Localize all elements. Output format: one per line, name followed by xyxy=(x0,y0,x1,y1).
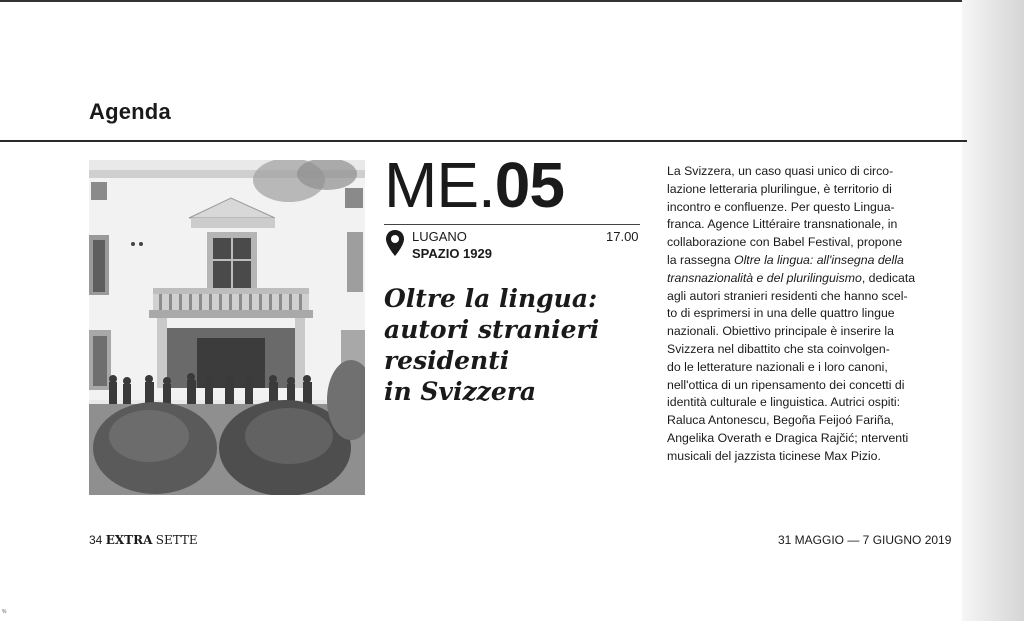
body-line: agli autori stranieri residenti che hanno scel- xyxy=(667,288,908,303)
page-number: 34 xyxy=(89,533,103,547)
location-pin-icon xyxy=(385,229,405,257)
event-date xyxy=(384,150,564,220)
body-italic-title: Oltre la lingua: all'insegna della xyxy=(734,252,904,267)
body-line: incontro e confluenze. Per questo Lingua- xyxy=(667,199,895,214)
body-line: La Svizzera, un caso quasi unico di circo- xyxy=(667,164,894,178)
body-line: Svizzera nel dibattito che sta coinvolgen- xyxy=(667,341,890,356)
footer-date-range: 31 MAGGIO — 7 GIUGNO 2019 xyxy=(778,533,952,547)
headline-line: Oltre la lingua: xyxy=(384,284,598,313)
event-time: 17.00 xyxy=(606,229,639,244)
event-description xyxy=(667,163,957,466)
body-line xyxy=(667,270,957,288)
body-italic-title: transnazionalità e del plurilinguismo xyxy=(667,270,862,285)
body-line xyxy=(667,252,957,270)
headline-line: residenti xyxy=(384,346,510,375)
body-text: la rassegna xyxy=(667,252,734,267)
section-rule xyxy=(0,140,967,142)
body-line: do le letterature nazionali e i loro canoni, xyxy=(667,359,888,374)
magazine-brand-light: SETTE xyxy=(155,533,198,547)
body-line: franca. Agence Littéraire transnationale, in xyxy=(667,217,898,232)
body-line: collaborazione con Babel Festival, propone xyxy=(667,235,903,250)
body-line: to di esprimersi in una delle quattro lingue xyxy=(667,306,895,321)
event-headline xyxy=(384,283,646,407)
section-title: Agenda xyxy=(89,99,171,124)
event-city: LUGANO xyxy=(412,229,467,244)
event-venue: SPAZIO 1929 xyxy=(412,246,492,261)
body-text: , dedicata xyxy=(861,270,916,285)
body-line: identità culturale e linguistica. Autrici ospiti: xyxy=(667,395,901,410)
body-line: Angelika Overath e Dragica Rajčić; nterventi xyxy=(667,430,909,445)
event-weekday: ME xyxy=(384,149,478,221)
corner-mark: % xyxy=(2,609,7,615)
event-photo xyxy=(89,160,365,495)
page-edge-shadow xyxy=(962,0,1024,621)
event-date-separator: . xyxy=(478,149,495,221)
event-day-number: 05 xyxy=(494,149,564,221)
body-line: Raluca Antonescu, Begoña Feijoó Fariña, xyxy=(667,413,894,428)
footer-page-info xyxy=(89,533,198,547)
body-line: lazione letteraria plurilingue, è territorio di xyxy=(667,181,892,196)
top-border xyxy=(0,0,1024,2)
body-line: nell'ottica di un ripensamento dei concetti di xyxy=(667,377,905,392)
body-line: musicali del jazzista ticinese Max Pizio. xyxy=(667,448,881,463)
magazine-brand-bold: EXTRA xyxy=(105,533,153,547)
event-rule xyxy=(384,224,640,225)
headline-line: in Svizzera xyxy=(384,377,537,406)
body-line: nazionali. Obiettivo principale è inserire la xyxy=(667,324,894,339)
headline-line: autori stranieri xyxy=(384,315,600,344)
